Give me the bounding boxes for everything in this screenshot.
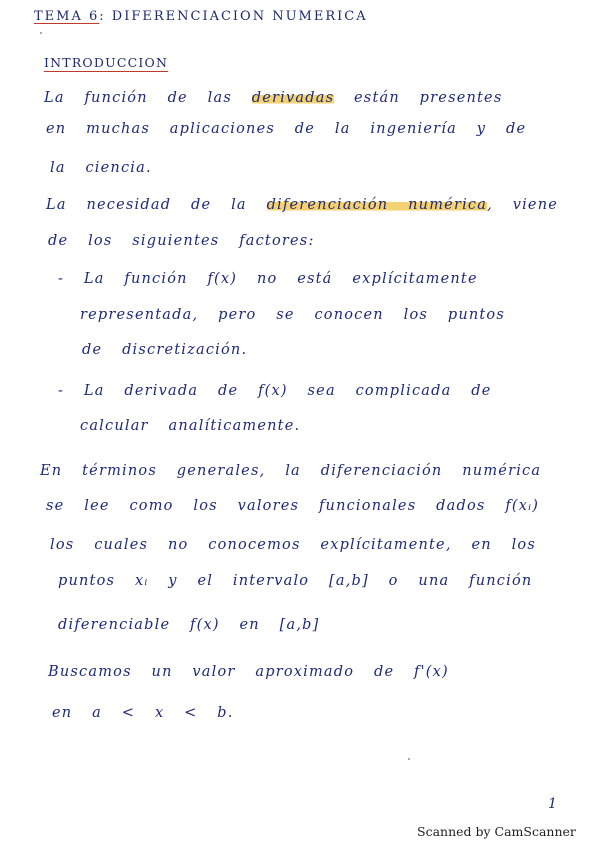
page-number: 1 [548,796,557,812]
text-line [44,90,502,106]
line-text: de discretización. [82,342,248,358]
line-text: La necesidad de la [46,197,267,213]
text-line [58,573,532,589]
ink-speck [408,758,410,760]
section-heading: INTRODUCCION [44,55,169,70]
line-text: calcular analíticamente. [80,418,301,434]
text-line [48,233,315,249]
line-text: , viene [487,197,559,213]
line-text: - La función f(x) no está explícitamente [58,271,478,287]
text-line [80,307,505,323]
line-text: Buscamos un valor aproximado de f'(x) [48,664,449,680]
line-text: de los siguientes factores: [48,233,315,249]
title-rest: : DIFERENCIACION NUMERICA [99,9,368,24]
text-line [46,121,526,137]
text-line [40,463,541,479]
line-text: En términos generales, la diferenciación numérica [40,463,542,479]
line-text: los cuales no conocemos explícitamente, en los [50,537,536,553]
text-line [58,617,319,633]
line-text: en muchas aplicaciones de la ingeniería y de [46,121,527,137]
line-text: la ciencia. [50,160,152,176]
bullet-line [58,271,478,287]
line-text: La función de las [44,90,252,106]
text-line [80,418,300,434]
line-text: en a < x < b. [52,705,234,721]
title-prefix: TEMA 6 [34,9,100,24]
highlighted-term: diferenciación numérica [266,197,488,213]
line-text: se lee como los valores funcionales dados f(xᵢ) [46,498,540,514]
highlighted-term: derivadas [251,90,335,106]
ink-speck [40,32,42,34]
text-line [50,537,536,553]
bullet-line [58,383,492,399]
line-text: - La derivada de f(x) sea complicada de [58,383,492,399]
line-text: están presentes [334,90,503,106]
text-line [50,160,152,176]
text-line [52,705,234,721]
text-line [46,197,558,213]
line-text: representada, pero se conocen los puntos [80,307,505,323]
text-line [48,664,449,680]
line-text: puntos xᵢ y el intervalo [a,b] o una función [58,573,533,589]
scanner-watermark: Scanned by CamScanner [417,824,576,839]
page-title [34,9,368,24]
text-line [82,342,247,358]
line-text: diferenciable f(x) en [a,b] [58,617,320,633]
text-line [46,498,539,514]
